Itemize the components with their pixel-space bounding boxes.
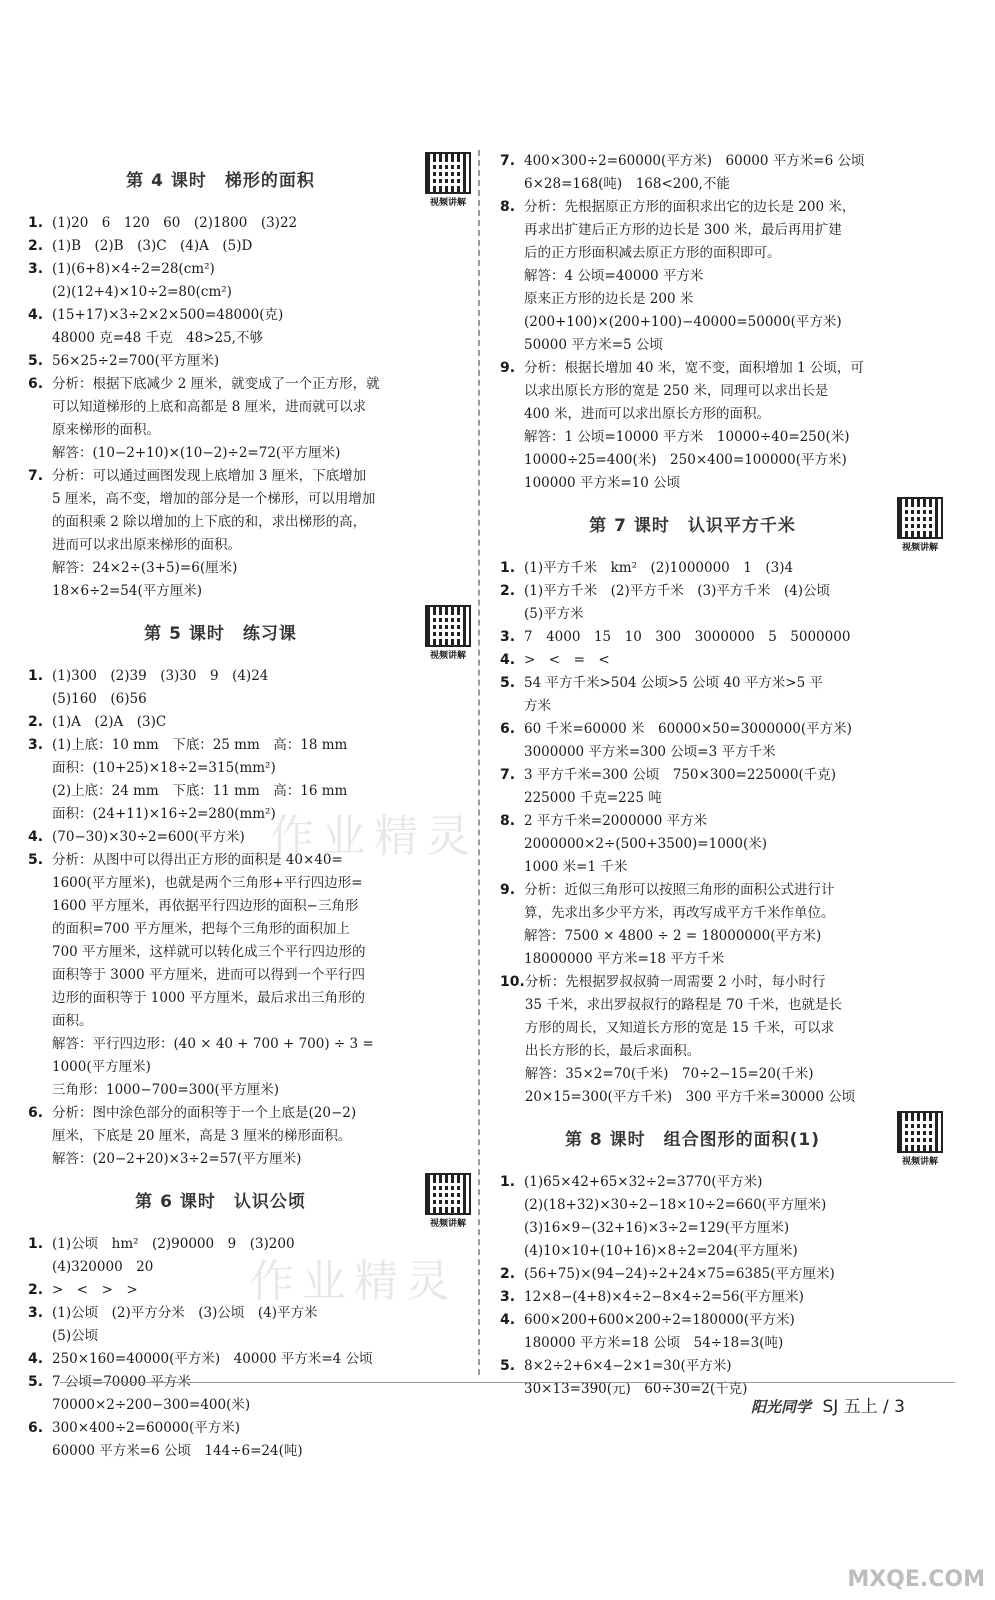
watermark-text: 作业精灵	[270, 811, 478, 862]
answer-line: 面积：(24+11)×16÷2=280(mm²)	[52, 806, 276, 822]
item-number: 4.	[28, 829, 44, 845]
section-header	[500, 497, 955, 553]
answer-line: 700 平方厘米，这样就可以转化成三个平行四边形的	[52, 944, 366, 960]
item-number: 6.	[28, 376, 44, 392]
answer-item	[500, 626, 955, 649]
answer-line: 进而可以求出原来梯形的面积。	[52, 537, 241, 553]
answer-line: (200+100)×(200+100)−40000=50000(平方米)	[524, 314, 842, 330]
answer-line: 再求出扩建后正方形的边长是 300 米，最后再用扩建	[524, 222, 842, 238]
answer-item	[500, 672, 955, 718]
answer-line: 1000(平方厘米)	[52, 1059, 151, 1075]
answer-line: 35 千米，求出罗叔叔行的路程是 70 千米，也就是长	[524, 997, 843, 1013]
brand-logo: 阳光同学	[751, 1398, 812, 1416]
lesson-section	[28, 605, 483, 1171]
qr-code[interactable]	[893, 497, 947, 553]
item-number: 4.	[28, 307, 44, 323]
answer-item	[500, 971, 955, 1109]
answer-item	[28, 1371, 483, 1417]
answer-line: 分析：根据下底减少 2 厘米，就变成了一个正方形，就	[52, 376, 380, 392]
answer-item	[28, 1348, 483, 1371]
answer-line: 的面积乘 2 除以增加的上下底的和，求出梯形的高，	[52, 514, 367, 530]
answer-line: (2)(18+32)×30÷2−18×10÷2=660(平方厘米)	[524, 1197, 827, 1213]
answer-line: 面积：(10+25)×18÷2=315(mm²)	[52, 760, 276, 776]
qr-code[interactable]	[893, 1111, 947, 1167]
item-number: 2.	[28, 1282, 44, 1298]
answer-item	[28, 235, 483, 258]
answer-item	[500, 1309, 955, 1355]
answer-line: 7 4000 15 10 300 3000000 5 5000000	[524, 629, 851, 645]
watermark-text-2: 作业精灵	[250, 1256, 458, 1307]
answer-line: (1)(6+8)×4÷2=28(cm²)	[52, 261, 215, 277]
qr-code-icon	[425, 605, 471, 647]
qr-code[interactable]	[421, 1173, 475, 1229]
item-number: 3.	[500, 1289, 516, 1305]
answer-line: (3)16×9−(32+16)×3÷2=129(平方厘米)	[524, 1220, 790, 1236]
answer-line: 解答：1 公顷=10000 平方米 10000÷40=250(米)	[524, 429, 850, 445]
answer-item	[500, 649, 955, 672]
answer-item	[500, 150, 955, 196]
answer-line: (1)300 (2)39 (3)30 9 (4)24	[52, 668, 269, 684]
item-number: 5.	[500, 1358, 516, 1374]
answer-line: (1)20 6 120 60 (2)1800 (3)22	[52, 215, 298, 231]
answer-item	[28, 465, 483, 603]
answer-item	[500, 557, 955, 580]
answer-line: (1)公顷 hm² (2)90000 9 (3)200	[52, 1236, 295, 1252]
answer-line: (1)65×42+65×32÷2=3770(平方米)	[524, 1174, 763, 1190]
answer-line: 70000×2÷200−300=400(米)	[52, 1397, 251, 1413]
answer-line: (5)平方米	[524, 606, 584, 622]
answer-item	[28, 373, 483, 465]
qr-code-icon	[425, 1173, 471, 1215]
answer-item	[500, 879, 955, 971]
item-number: 1.	[500, 1174, 516, 1190]
qr-code-icon	[897, 1111, 943, 1153]
answer-line: 1000 米=1 千米	[524, 859, 628, 875]
answer-line: 180000 平方米=18 公顷 54÷18=3(吨)	[524, 1335, 784, 1351]
answer-line: (1)公顷 (2)平方分米 (3)公顷 (4)平方米	[52, 1305, 318, 1321]
section-title: 第 4 课时 梯形的面积	[126, 171, 315, 191]
qr-label: 视频讲解	[429, 651, 466, 661]
section-header	[28, 605, 483, 661]
item-number: 1.	[500, 560, 516, 576]
answer-line: 54 平方千米>504 公顷>5 公顷 40 平方米>5 平	[524, 675, 823, 691]
right-column	[500, 150, 955, 1401]
answer-item	[28, 350, 483, 373]
answer-line: 面积。	[52, 1013, 93, 1029]
answer-line: 400 米，进而可以求出原长方形的面积。	[524, 406, 771, 422]
answer-line: > < = <	[524, 652, 610, 668]
answer-line: 48000 克=48 千克 48>25,不够	[52, 330, 263, 346]
answer-line: (5)160 (6)56	[52, 691, 147, 707]
answer-line: (70−30)×30÷2=600(平方米)	[52, 829, 245, 845]
answer-item	[500, 357, 955, 495]
answer-line: 250×160=40000(平方米) 40000 平方米=4 公顷	[52, 1351, 373, 1367]
answer-item	[28, 849, 483, 1102]
answer-item	[500, 718, 955, 764]
lesson-section	[28, 152, 483, 603]
item-number: 4.	[500, 652, 516, 668]
qr-code-icon	[425, 152, 471, 194]
answer-line: 分析：近似三角形可以按照三角形的面积公式进行计	[524, 882, 835, 898]
item-number: 9.	[500, 360, 516, 376]
item-number: 10.	[500, 974, 525, 990]
answer-line: 20×15=300(平方千米) 300 平方千米=30000 公顷	[524, 1089, 856, 1105]
answer-line: 边形的面积等于 1000 平方厘米，最后求出三角形的	[52, 990, 365, 1006]
answer-line: 分析：先根据原正方形的面积求出它的边长是 200 米，	[524, 199, 856, 215]
answer-line: 解答：35×2=70(千米) 70÷2−15=20(千米)	[524, 1066, 814, 1082]
answer-line: 算，先求出多少平方米，再改写成平方千米作单位。	[524, 905, 835, 921]
answer-item	[500, 810, 955, 879]
item-number: 4.	[500, 1312, 516, 1328]
answer-item	[28, 258, 483, 304]
answer-item	[500, 580, 955, 626]
answer-line: 后的正方形面积减去原正方形的面积即可。	[524, 245, 781, 261]
answer-line: (5)公顷	[52, 1328, 99, 1344]
answer-line: (2)(12+4)×10÷2=80(cm²)	[52, 284, 232, 300]
answer-line: 60000 平方米=6 公顷 144÷6=24(吨)	[52, 1443, 303, 1459]
item-number: 7.	[500, 153, 516, 169]
answer-line: 225000 千克=225 吨	[524, 790, 662, 806]
answer-line: (1)上底：10 mm 下底：25 mm 高：18 mm	[52, 737, 348, 753]
answer-line: 解答：4 公顷=40000 平方米	[524, 268, 704, 284]
answer-item	[28, 212, 483, 235]
answer-line: 7 公顷=70000 平方米	[52, 1374, 191, 1390]
answer-line: 60 千米=60000 米 60000×50=3000000(平方米)	[524, 721, 852, 737]
answer-item	[28, 1417, 483, 1463]
item-number: 2.	[28, 714, 44, 730]
item-number: 2.	[500, 583, 516, 599]
item-number: 1.	[28, 668, 44, 684]
section-title: 第 7 课时 认识平方千米	[589, 516, 796, 536]
answer-line: 6×28=168(吨) 168<200,不能	[524, 176, 730, 192]
answer-line: 100000 平方米=10 公顷	[524, 475, 681, 491]
answer-line: 原来梯形的面积。	[52, 422, 160, 438]
answer-item	[28, 1102, 483, 1171]
item-number: 3.	[28, 1305, 44, 1321]
item-number: 9.	[500, 882, 516, 898]
lesson-section	[500, 1111, 955, 1401]
qr-label: 视频讲解	[901, 1157, 938, 1167]
answer-line: > < > >	[52, 1282, 138, 1298]
answer-line: 18×6÷2=54(平方厘米)	[52, 583, 203, 599]
answer-item	[28, 665, 483, 711]
item-number: 2.	[28, 238, 44, 254]
item-number: 3.	[28, 261, 44, 277]
answer-line: 面积等于 3000 平方厘米，进而可以得到一个平行四	[52, 967, 365, 983]
footer-rule	[60, 1382, 955, 1383]
qr-label: 视频讲解	[901, 543, 938, 553]
answer-line: 600×200+600×200÷2=180000(平方米)	[524, 1312, 795, 1328]
answer-line: 3 平方千米=300 公顷 750×300=225000(千克)	[524, 767, 836, 783]
answer-item	[500, 764, 955, 810]
item-number: 1.	[28, 215, 44, 231]
answer-line: 解答：7500 × 4800 ÷ 2 = 18000000(平方米)	[524, 928, 822, 944]
item-number: 1.	[28, 1236, 44, 1252]
answer-item	[28, 711, 483, 734]
answer-item	[500, 1263, 955, 1286]
item-number: 5.	[500, 675, 516, 691]
qr-code[interactable]	[421, 152, 475, 208]
answer-line: 三角形：1000−700=300(平方厘米)	[52, 1082, 280, 1098]
answer-line: 8×2÷2+6×4−2×1=30(平方米)	[524, 1358, 732, 1374]
item-number: 6.	[28, 1420, 44, 1436]
item-number: 5.	[28, 852, 44, 868]
answer-line: 可以知道梯形的上底和高都是 8 厘米，进而就可以求	[52, 399, 367, 415]
item-number: 2.	[500, 1266, 516, 1282]
section-title: 第 5 课时 练习课	[144, 624, 297, 644]
answer-line: 2000000×2÷(500+3500)=1000(米)	[524, 836, 768, 852]
answer-line: 方形的周长，又知道长方形的宽是 15 千米，可以求	[524, 1020, 835, 1036]
lesson-section	[500, 497, 955, 1109]
item-number: 5.	[28, 1374, 44, 1390]
answer-line: 3000000 平方米=300 公顷=3 平方千米	[524, 744, 776, 760]
column-divider	[478, 150, 480, 1375]
item-number: 4.	[28, 1351, 44, 1367]
answer-line: 以求出原长方形的宽是 250 米，同理可以求出长是	[524, 383, 829, 399]
item-number: 3.	[28, 737, 44, 753]
answer-line: 分析：图中涂色部分的面积等于一个上底是(20−2)	[52, 1105, 357, 1121]
answer-line: 1600 平方厘米，再依据平行四边形的面积−三角形	[52, 898, 359, 914]
section-title: 第 6 课时 认识公顷	[135, 1192, 306, 1212]
answer-line: 10000÷25=400(米) 250×400=100000(平方米)	[524, 452, 847, 468]
answer-line: 50000 平方米=5 公顷	[524, 337, 663, 353]
answer-line: 56×25÷2=700(平方厘米)	[52, 353, 220, 369]
answer-line: 分析：从图中可以得出正方形的面积是 40×40=	[52, 852, 343, 868]
answer-line: 5 厘米，高不变，增加的部分是一个梯形，可以用增加	[52, 491, 376, 507]
page-footer	[751, 1392, 905, 1417]
answer-line: 400×300÷2=60000(平方米) 60000 平方米=6 公顷	[524, 153, 865, 169]
answer-line: 分析：根据长增加 40 米，宽不变，面积增加 1 公顷，可	[524, 360, 864, 376]
answer-line: (1)平方千米 (2)平方千米 (3)平方千米 (4)公顷	[524, 583, 830, 599]
answer-line: 出长方形的长，最后求面积。	[524, 1043, 701, 1059]
answer-line: (15+17)×3÷2×2×500=48000(克)	[52, 307, 284, 323]
answer-line: (2)上底：24 mm 下底：11 mm 高：16 mm	[52, 783, 348, 799]
item-number: 8.	[500, 199, 516, 215]
answer-line: 方米	[524, 698, 551, 714]
site-watermark: MXQE.COM	[847, 1567, 985, 1592]
answer-line: 解答：(20−2+20)×3÷2=57(平方厘米)	[52, 1151, 302, 1167]
answer-line: (4)320000 20	[52, 1259, 154, 1275]
answer-line: 厘米，下底是 20 厘米，高是 3 厘米的梯形面积。	[52, 1128, 352, 1144]
answer-line: 1600(平方厘米)，也就是两个三角形+平行四边形=	[52, 875, 363, 891]
answer-line: 分析：先根据罗叔叔骑一周需要 2 小时，每小时行	[524, 974, 826, 990]
answer-item	[500, 1286, 955, 1309]
item-number: 3.	[500, 629, 516, 645]
answer-item	[500, 196, 955, 357]
answer-line: (1)A (2)A (3)C	[52, 714, 167, 730]
answer-item	[28, 304, 483, 350]
answer-line: 分析：可以通过画图发现上底增加 3 厘米，下底增加	[52, 468, 367, 484]
answer-line: (1)B (2)B (3)C (4)A (5)D	[52, 238, 253, 254]
item-number: 6.	[28, 1105, 44, 1121]
section-header	[28, 152, 483, 208]
lesson-section	[500, 150, 955, 495]
qr-label: 视频讲解	[429, 1219, 466, 1229]
answer-line: (1)平方千米 km² (2)1000000 1 (3)4	[524, 560, 794, 576]
section-title: 第 8 课时 组合图形的面积(1)	[564, 1130, 821, 1150]
item-number: 8.	[500, 813, 516, 829]
item-number: 7.	[28, 468, 44, 484]
answer-line: 解答：(10−2+10)×(10−2)÷2=72(平方厘米)	[52, 445, 341, 461]
answer-line: 12×8−(4+8)×4÷2−8×4÷2=56(平方厘米)	[524, 1289, 804, 1305]
answer-line: 30×13=390(元) 60÷30=2(千克)	[524, 1381, 748, 1397]
section-header	[28, 1173, 483, 1229]
answer-line: 解答：24×2÷(3+5)=6(厘米)	[52, 560, 238, 576]
answer-line: 的面积=700 平方厘米，把每个三角形的面积加上	[52, 921, 350, 937]
qr-code[interactable]	[421, 605, 475, 661]
answer-line: (56+75)×(94−24)÷2+24×75=6385(平方厘米)	[524, 1266, 835, 1282]
item-number: 6.	[500, 721, 516, 737]
answer-line: 300×400÷2=60000(平方米)	[52, 1420, 241, 1436]
lesson-section	[28, 1173, 483, 1463]
answer-line: (4)10×10+(10+16)×8÷2=204(平方厘米)	[524, 1243, 798, 1259]
page-number: SJ 五上 / 3	[822, 1397, 905, 1417]
section-header	[500, 1111, 955, 1167]
item-number: 5.	[28, 353, 44, 369]
answer-line: 原来正方形的边长是 200 米	[524, 291, 694, 307]
answer-line: 解答：平行四边形：(40 × 40 + 700 + 700) ÷ 3 =	[52, 1036, 374, 1052]
qr-code-icon	[897, 497, 943, 539]
answer-line: 2 平方千米=2000000 平方米	[524, 813, 708, 829]
item-number: 7.	[500, 767, 516, 783]
answer-line: 18000000 平方米=18 平方千米	[524, 951, 725, 967]
qr-label: 视频讲解	[429, 198, 466, 208]
answer-item	[500, 1171, 955, 1263]
